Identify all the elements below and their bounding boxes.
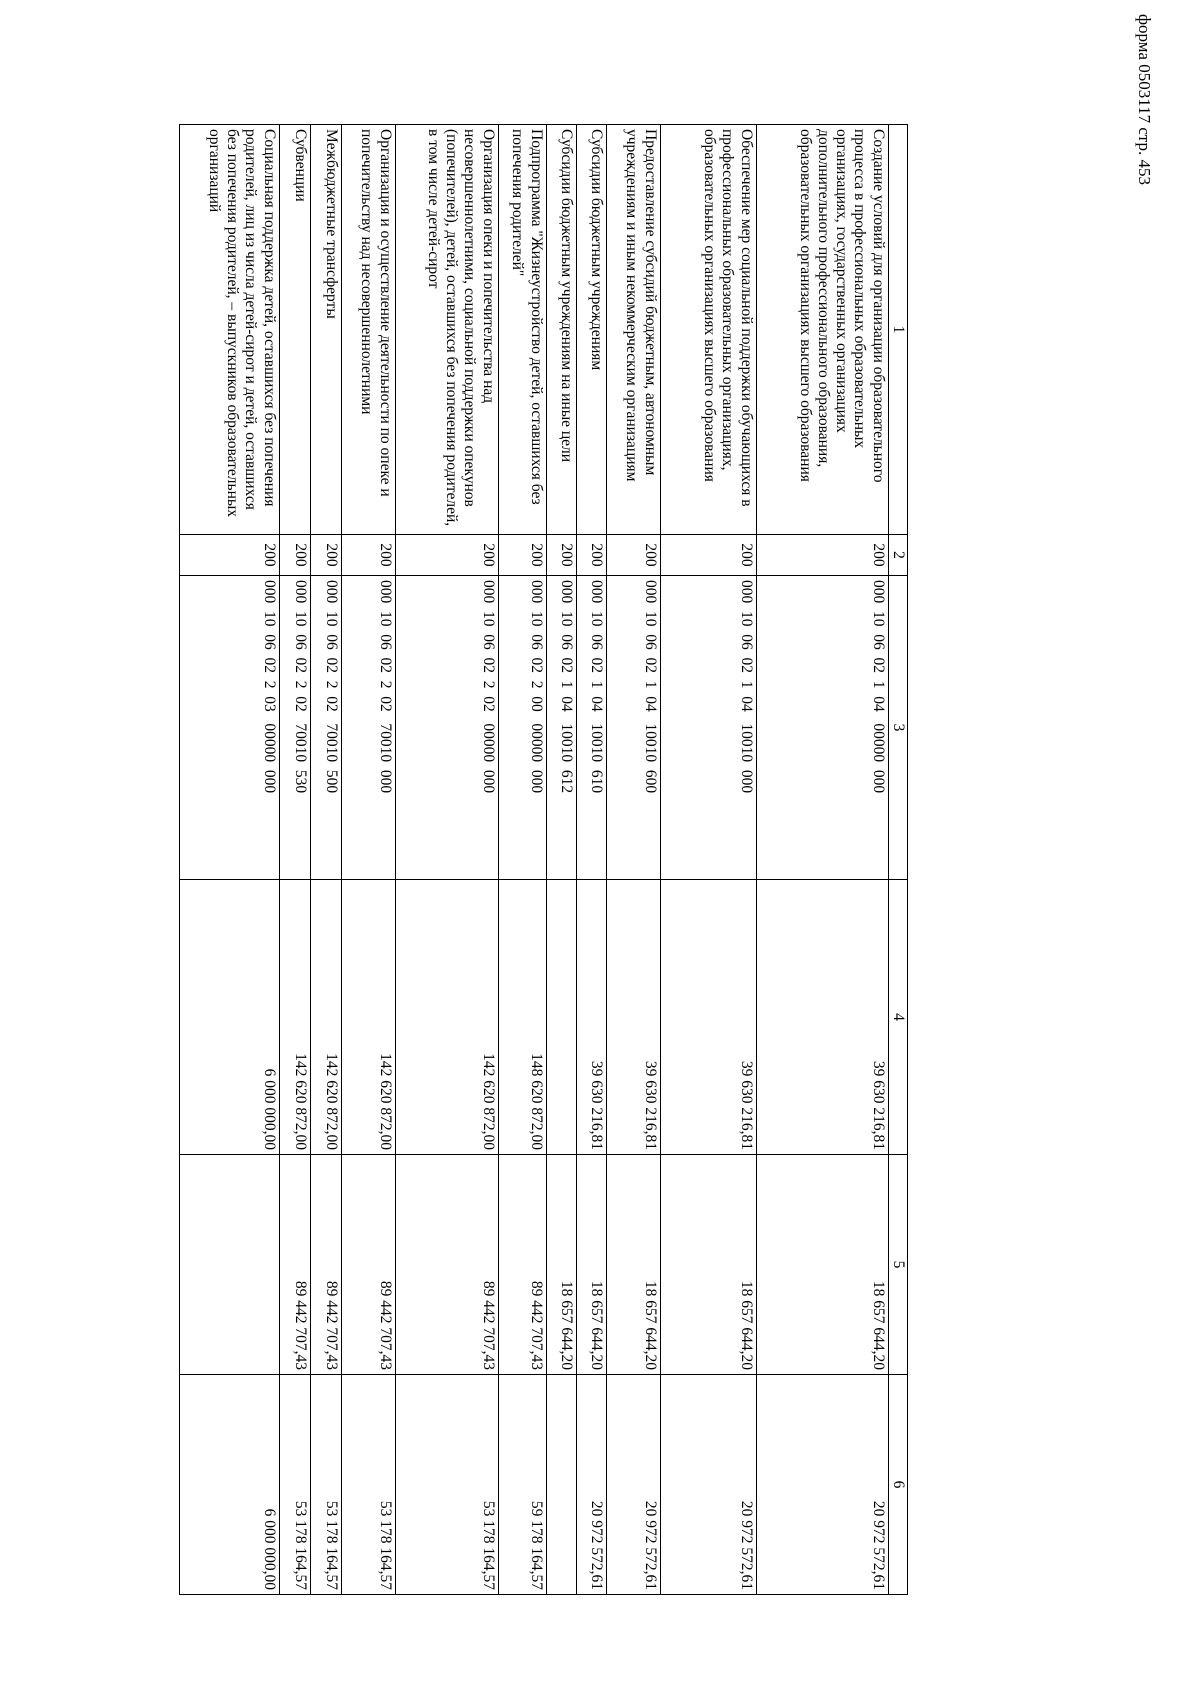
col-header-1: 1 [888, 125, 907, 535]
row-classification-code: 000 10 06 02 2 02 70010 000 [341, 576, 395, 880]
row-unexecuted-amount: 53 178 164,57 [310, 1375, 341, 1595]
row-classification-code: 000 10 06 02 2 02 70010 530 [279, 576, 310, 880]
row-line-code: 200 [498, 535, 546, 576]
row-unexecuted-amount: 20 972 572,61 [756, 1375, 888, 1595]
row-name: Обеспечение мер социальной поддержки обучающихся в профессиональных образовательных организациях, образовательных организациях высшего образования [660, 125, 756, 535]
row-unexecuted-amount: 20 972 572,61 [576, 1375, 606, 1595]
row-classification-code: 000 10 06 02 2 02 00000 000 [395, 576, 498, 880]
row-executed-amount: 89 442 707,43 [498, 1155, 546, 1375]
row-classification-code: 000 10 06 02 1 04 10010 610 [576, 576, 606, 880]
row-unexecuted-amount: 20 972 572,61 [606, 1375, 660, 1595]
table-row [660, 125, 756, 1595]
row-name: Субсидии бюджетным учреждениям на иные цели [546, 125, 576, 535]
row-classification-code: 000 10 06 02 2 02 70010 500 [310, 576, 341, 880]
form-page-header: форма 0503117 стр. 453 [1135, 14, 1154, 185]
row-executed-amount: 89 442 707,43 [341, 1155, 395, 1375]
row-approved-amount: 142 620 872,00 [310, 880, 341, 1155]
table-row [310, 125, 341, 1595]
row-approved-amount: 39 630 216,81 [660, 880, 756, 1155]
row-executed-amount: 89 442 707,43 [279, 1155, 310, 1375]
col-header-2: 2 [888, 535, 907, 576]
row-classification-code: 000 10 06 02 2 00 00000 000 [498, 576, 546, 880]
row-line-code: 200 [395, 535, 498, 576]
row-line-code: 200 [546, 535, 576, 576]
row-classification-code: 000 10 06 02 1 04 10010 600 [606, 576, 660, 880]
row-approved-amount: 148 620 872,00 [498, 880, 546, 1155]
row-line-code: 200 [179, 535, 279, 576]
row-executed-amount: 18 657 644,20 [546, 1155, 576, 1375]
row-approved-amount: 142 620 872,00 [395, 880, 498, 1155]
row-line-code: 200 [606, 535, 660, 576]
col-header-3: 3 [888, 576, 907, 880]
budget-report-table [179, 124, 908, 1595]
table-row [498, 125, 546, 1595]
table-row [576, 125, 606, 1595]
row-line-code: 200 [310, 535, 341, 576]
row-classification-code: 000 10 06 02 1 04 00000 000 [756, 576, 888, 880]
row-line-code: 200 [341, 535, 395, 576]
row-name: Социальная поддержка детей, оставшихся без попечения родителей, лиц из числа детей-сирот и детей, оставшихся без попечения родителей, – выпускников образовательных организаций [179, 125, 279, 535]
row-name: Субсидии бюджетным учреждениям [576, 125, 606, 535]
row-line-code: 200 [279, 535, 310, 576]
row-approved-amount: 142 620 872,00 [279, 880, 310, 1155]
table-row [179, 125, 279, 1595]
col-header-5: 5 [888, 1155, 907, 1375]
row-unexecuted-amount: 6 000 000,00 [179, 1375, 279, 1595]
row-approved-amount [546, 880, 576, 1155]
row-name: Субвенции [279, 125, 310, 535]
row-classification-code: 000 10 06 02 2 03 00000 000 [179, 576, 279, 880]
table-row [546, 125, 576, 1595]
row-approved-amount: 6 000 000,00 [179, 880, 279, 1155]
row-executed-amount: 18 657 644,20 [606, 1155, 660, 1375]
row-name: Создание условий для организации образовательного процесса в профессиональных образовательных организациях, государственных организациях дополнительного профессионального образования, образовательных организациях высшего образования [756, 125, 888, 535]
row-name: Организация опеки и попечительства над несовершеннолетними, социальной поддержки опекунов (попечителей), детей, оставшихся без попечения родителей, в том числе детей-сирот [395, 125, 498, 535]
row-classification-code: 000 10 06 02 1 04 10010 612 [546, 576, 576, 880]
row-unexecuted-amount [546, 1375, 576, 1595]
row-line-code: 200 [576, 535, 606, 576]
row-executed-amount: 18 657 644,20 [660, 1155, 756, 1375]
table-row [756, 125, 888, 1595]
row-executed-amount: 18 657 644,20 [756, 1155, 888, 1375]
row-name: Организация и осуществление деятельности по опеке и попечительству над несовершеннолетними [341, 125, 395, 535]
row-approved-amount: 142 620 872,00 [341, 880, 395, 1155]
row-unexecuted-amount: 53 178 164,57 [279, 1375, 310, 1595]
row-executed-amount: 18 657 644,20 [576, 1155, 606, 1375]
table-row [606, 125, 660, 1595]
row-name: Подпрограмма "Жизнеустройство детей, оставшихся без попечения родителей" [498, 125, 546, 535]
row-unexecuted-amount: 53 178 164,57 [341, 1375, 395, 1595]
row-name: Межбюджетные трансферты [310, 125, 341, 535]
table-row [395, 125, 498, 1595]
row-line-code: 200 [660, 535, 756, 576]
column-number-row [888, 125, 907, 1595]
table-row [341, 125, 395, 1595]
rotated-table-container [121, 124, 908, 1594]
row-unexecuted-amount: 20 972 572,61 [660, 1375, 756, 1595]
col-header-4: 4 [888, 880, 907, 1155]
row-approved-amount: 39 630 216,81 [606, 880, 660, 1155]
row-executed-amount: 89 442 707,43 [310, 1155, 341, 1375]
col-header-6: 6 [888, 1375, 907, 1595]
row-approved-amount: 39 630 216,81 [756, 880, 888, 1155]
row-name: Предоставление субсидий бюджетным, автономным учреждениям и иным некоммерческим организациям [606, 125, 660, 535]
row-line-code: 200 [756, 535, 888, 576]
row-unexecuted-amount: 53 178 164,57 [395, 1375, 498, 1595]
row-unexecuted-amount: 59 178 164,57 [498, 1375, 546, 1595]
row-classification-code: 000 10 06 02 1 04 10010 000 [660, 576, 756, 880]
row-executed-amount [179, 1155, 279, 1375]
row-executed-amount: 89 442 707,43 [395, 1155, 498, 1375]
row-approved-amount: 39 630 216,81 [576, 880, 606, 1155]
table-row [279, 125, 310, 1595]
